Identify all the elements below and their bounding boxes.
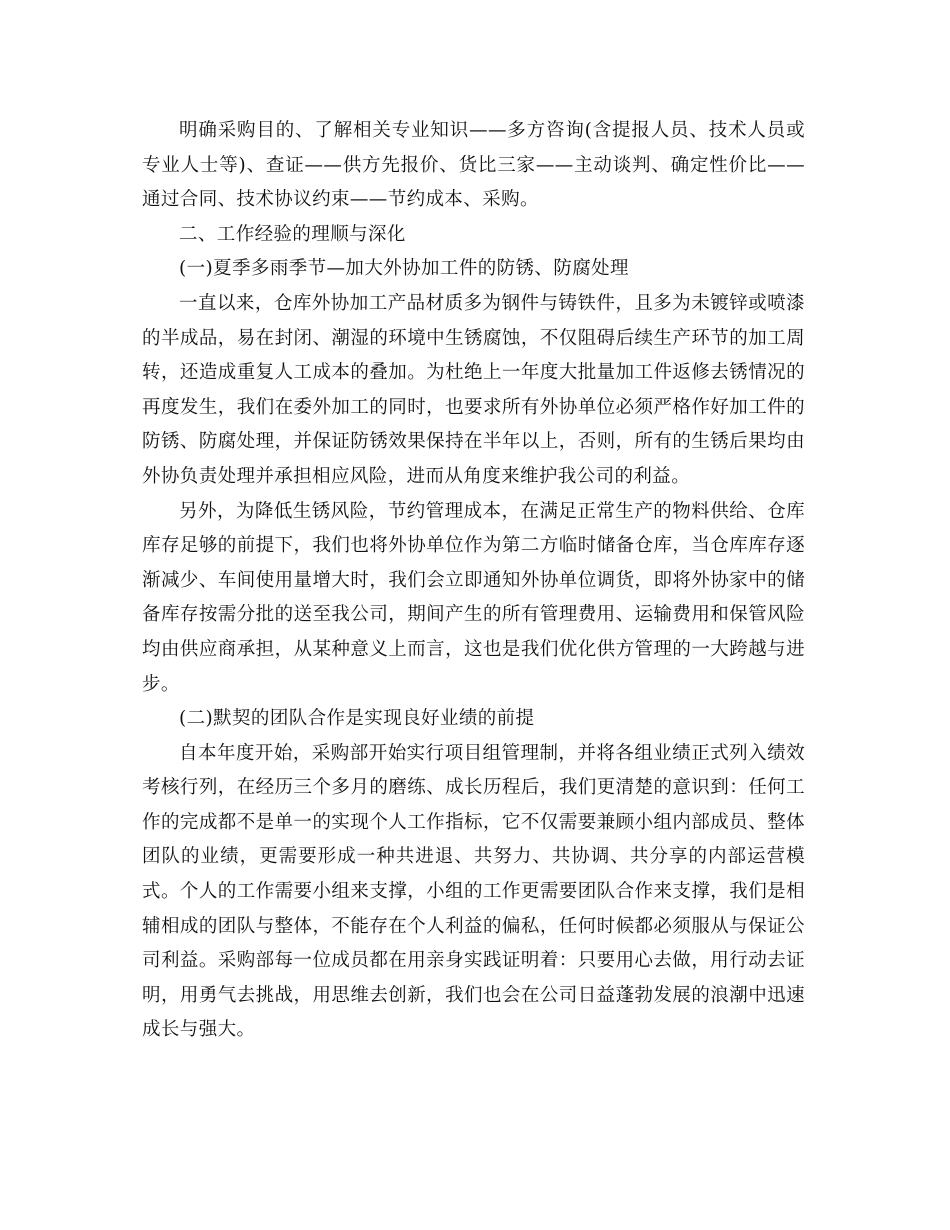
paragraph-reserve-warehouse: 另外，为降低生锈风险，节约管理成本，在满足正常生产的物料供给、仓库库存足够的前提下，我们也将外协单位作为第二方临时储备仓库，当仓库库存逐渐减少、车间使用量增大时，我们会立即通知外协单位调货，即将外协家中的储备库存按需分批的送至我公司，期间产生的所有管理费用、运输费用和保管风险均由供应商承担，从某种意义上而言，这也是我们优化供方管理的一大跨越与进步。 [142,500,805,695]
document-body [142,114,805,1048]
paragraph-rust-prevention: 一直以来，仓库外协加工产品材质多为钢件与铸铁件，且多为未镀锌或喷漆的半成品，易在封闭、潮湿的环境中生锈腐蚀，不仅阻碍后续生产环节的加工周转，还造成重复人工成本的叠加。为杜绝上一年度大批量加工件返修去锈情况的再度发生，我们在委外加工的同时，也要求所有外协单位必须严格作好加工件的防锈、防腐处理，并保证防锈效果保持在半年以上，否则，所有的生锈后果均由外协负责处理并承担相应风险，进而从角度来维护我公司的利益。 [142,292,805,487]
section-heading-work-experience: 二、工作经验的理顺与深化 [179,223,406,245]
paragraph-teamwork: 自本年度开始，采购部开始实行项目组管理制，并将各组业绩正式列入绩效考核行列，在经历三个多月的磨练、成长历程后，我们更清楚的意识到：任何工作的完成都不是单一的实现个人工作指标，它不仅需要兼顾小组内部成员、整体团队的业绩，更需要形成一种共进退、共努力、共协调、共分享的内部运营模式。个人的工作需要小组来支撑，小组的工作更需要团队合作来支撑，我们是相辅相成的团队与整体，不能存在个人利益的偏私，任何时候都必须服从与保证公司利益。采购部每一位成员都在用亲身实践证明着：只要用心去做，用行动去证明，用勇气去挑战，用思维去创新，我们也会在公司日益蓬勃发展的浪潮中迅速成长与强大。 [142,742,805,1041]
subheading-rust-prevention: (一)夏季多雨季节—加大外协加工件的防锈、防腐处理 [179,258,629,280]
subheading-teamwork: (二)默契的团队合作是实现良好业绩的前提 [179,708,535,730]
paragraph-procurement-steps: 明确采购目的、了解相关专业知识——多方咨询(含提报人员、技术人员或专业人士等)、查证——供方先报价、货比三家——主动谈判、确定性价比——通过合同、技术协议约束——节约成本、采购。 [142,120,805,211]
